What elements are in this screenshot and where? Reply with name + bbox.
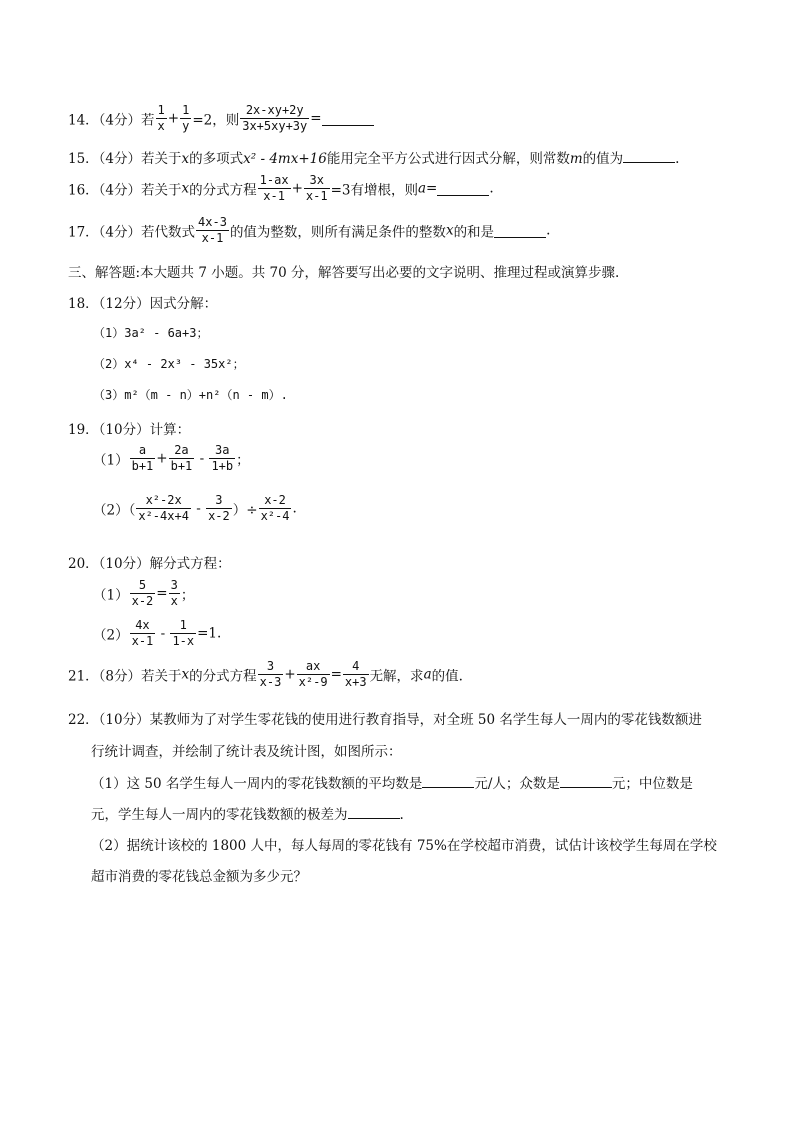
q18-part-1: （1）3a² - 6a+3；: [93, 326, 209, 340]
question-17: 17．（4分）若代数式 $\frac{4x-3}{x-1}$ 的值为整数，则所有满足条件的整数x的和是 .: [68, 215, 551, 245]
question-15: 15．（4分）若关于x的多项式x² - 4mx+16能用完全平方公式进行因式分解，则常数m的值为 .: [68, 151, 680, 167]
question-22-line-1: 22．（10分）某教师为了对学生零花钱的使用进行教育指导，对全班 50 名学生每人一周内的零花钱数额进: [68, 712, 702, 728]
q20-part-2: （2） $\frac{4x}{x-1}$ - $\frac{1}{1-x}$ =1.: [93, 618, 222, 648]
answer-blank: [348, 805, 400, 819]
question-22-part-2a: （2）据统计该校的 1800 人中，每人每周的零花钱有 75%在学校超市消费，试估计该校学生每周在学校: [91, 838, 717, 854]
fraction-1-ax: $\frac{1-ax}{x-1}$: [259, 173, 289, 203]
fraction-1-over-y: $\frac{1}{y}$: [182, 103, 190, 133]
question-22-line-2: 行统计调查，并绘制了统计表及统计图，如图所示：: [91, 744, 402, 760]
section-heading: 三、解答题:本大题共 7 小题。共 70 分，解答要写出必要的文字说明、推理过程或演算步骤.: [68, 265, 620, 281]
question-22-part-2b: 超市消费的零花钱总金额为多少元？: [91, 869, 307, 885]
question-22-part-1a: （1）这 50 名学生每人一周内的零花钱数额的平均数是 元/人；众数是 元；中位数是: [91, 776, 693, 792]
fraction-3x: $\frac{3x}{x-1}$: [305, 173, 328, 203]
question-22-part-1b: 元，学生每人一周内的零花钱数额的极差为 .: [91, 807, 404, 823]
answer-blank: [437, 182, 489, 196]
question-18-title: 18．（12分）因式分解：: [68, 296, 218, 312]
fraction-4x-3: $\frac{4x-3}{x-1}$: [198, 215, 227, 245]
q20-part-1: （1） $\frac{5}{x-2}$ = $\frac{3}{x}$ ；: [93, 578, 195, 608]
fraction-1-over-x: $\frac{1}{x}$: [157, 103, 165, 133]
fraction-expression: $\frac{2x-xy+2y}{3x+5xy+3y}$: [242, 103, 308, 133]
answer-blank: [494, 224, 546, 238]
question-14: 14．（4分）若 $\frac{1}{x}$ + $\frac{1}{y}$ =2，则 $\frac{2x-xy+2y}{3x+5xy+3y}$ =: [68, 104, 374, 133]
question-20-title: 20．（10分）解分式方程：: [68, 556, 231, 572]
question-19-title: 19．（10分）计算：: [68, 422, 191, 438]
answer-blank: [322, 112, 374, 126]
answer-blank: [422, 774, 474, 788]
q19-part-1: （1） $\frac{a}{b+1}$ + $\frac{2a}{b+1}$ - $\frac{3a}{1+b}$ ；: [93, 443, 250, 473]
question-16: 16．（4分）若关于x的分式方程 $\frac{1-ax}{x-1}$ + $\frac{3x}{x-1}$ =3有增根，则a= .: [68, 173, 494, 203]
q18-part-3: （3）m²（m - n）+n²（n - m）.: [93, 388, 288, 402]
question-21: 21．（8分）若关于x的分式方程 $\frac{3}{x-3}$ + $\frac{ax}{\text{x²-9}}$ = $\frac{4}{x+3}$ 无解，求a的值.: [68, 659, 463, 689]
answer-blank: [560, 774, 612, 788]
q19-part-2: （2）（ $\frac{\text{x²-2x}}{\text{x²-4x+4}}$ - $\frac{3}{x-2}$ ）÷ $\frac{x-2}{\text{x²-4}}$ .: [93, 493, 297, 523]
q18-part-2: （2）x⁴ - 2x³ - 35x²；: [93, 357, 245, 371]
q14-prefix: 14．（4分）若: [68, 112, 155, 129]
answer-blank: [623, 149, 675, 163]
polynomial: x² - 4mx+16: [243, 151, 327, 167]
